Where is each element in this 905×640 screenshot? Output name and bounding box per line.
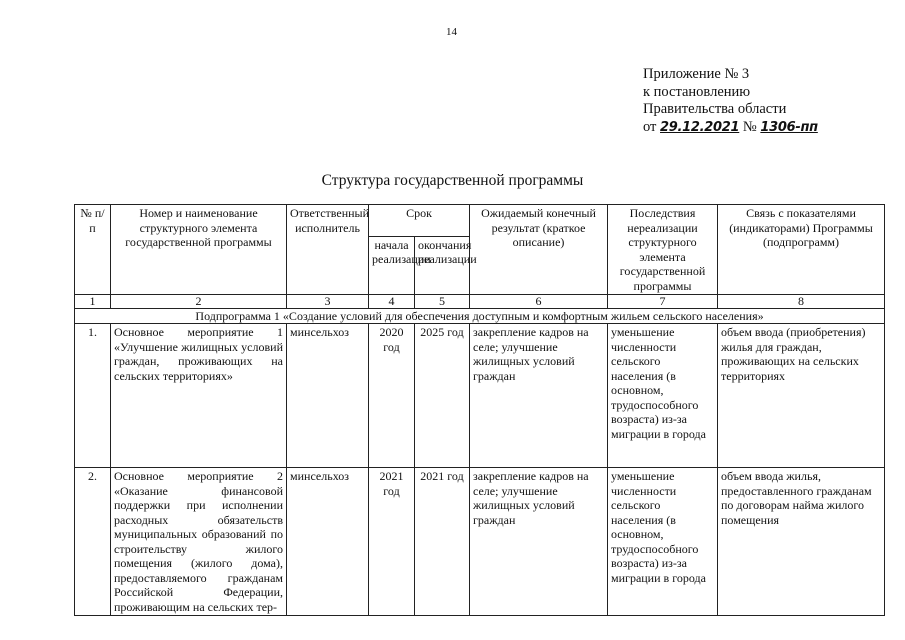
row-name: Основное мероприятие 2 «Оказание финансовой поддержки при исполнении расходных обязательств муниципальных образований по строительству жилого помещения (жилого дома), предоставляемого гражданам Российской Федерации, проживающим на сельских тер- [111, 468, 287, 616]
header-term-end: окончания реализации [415, 236, 470, 294]
header-num: № п/п [75, 205, 111, 295]
header-consequences: Последствия нереализации структурного элемента государственной программы [608, 205, 718, 295]
appendix-line-1: Приложение № 3 [643, 66, 750, 82]
subprogram-title: Подпрограмма 1 «Создание условий для обеспечения доступным и комфортным жильем сельского населения» [75, 309, 885, 324]
row-start: 2021 год [369, 468, 415, 616]
appendix-block [643, 66, 818, 136]
row-responsible: минсельхоз [287, 468, 369, 616]
row-responsible: минсельхоз [287, 324, 369, 468]
row-result: закрепление кадров на селе; улучшение жилищных условий граждан [470, 324, 608, 468]
header-responsible: Ответственный исполнитель [287, 205, 369, 295]
row-num: 1. [75, 324, 111, 468]
column-number: 1 [75, 295, 111, 309]
column-number: 5 [415, 295, 470, 309]
row-num: 2. [75, 468, 111, 616]
column-number-row [75, 295, 885, 309]
header-term: Срок [369, 205, 470, 237]
column-number: 7 [608, 295, 718, 309]
header-name: Номер и наименование структурного элемента государственной программы [111, 205, 287, 295]
column-number: 2 [111, 295, 287, 309]
page-number: 14 [446, 26, 457, 38]
document-date: 29.12.2021 [660, 119, 740, 135]
column-number: 6 [470, 295, 608, 309]
header-link: Связь с показателями (индикаторами) Программы (подпрограмм) [718, 205, 885, 295]
row-consequences: уменьшение численности сельского населения (в основном, трудоспособного возраста) из-за миграции в города [608, 468, 718, 616]
document-title: Структура государственной программы [321, 172, 584, 189]
program-structure-table [74, 204, 885, 616]
column-number: 4 [369, 295, 415, 309]
appendix-date-line [643, 119, 818, 137]
header-row [75, 205, 885, 237]
column-number: 8 [718, 295, 885, 309]
subprogram-row [75, 309, 885, 324]
table-row [75, 324, 885, 468]
date-prefix: от [643, 118, 657, 135]
row-start: 2020 год [369, 324, 415, 468]
column-number: 3 [287, 295, 369, 309]
row-consequences: уменьшение численности сельского населения (в основном, трудоспособного возраста) из-за миграции в города [608, 324, 718, 468]
table-row [75, 468, 885, 616]
document-number: 1306-пп [760, 119, 818, 135]
row-end: 2021 год [415, 468, 470, 616]
number-sign: № [742, 118, 757, 135]
row-link: объем ввода жилья, предоставленного гражданам по договорам найма жилого помещения [718, 468, 885, 616]
row-end: 2025 год [415, 324, 470, 468]
header-result: Ожидаемый конечный результат (краткое описание) [470, 205, 608, 295]
appendix-line-2: к постановлению [643, 83, 751, 100]
row-link: объем ввода (приобретения) жилья для граждан, проживающих на сельских территориях [718, 324, 885, 468]
row-name: Основное мероприятие 1 «Улучшение жилищных условий граждан, проживающих на сельских территориях» [111, 324, 287, 468]
header-term-start: начала реализации [369, 236, 415, 294]
row-result: закрепление кадров на селе; улучшение жилищных условий граждан [470, 468, 608, 616]
appendix-line-3: Правительства области [643, 101, 787, 117]
